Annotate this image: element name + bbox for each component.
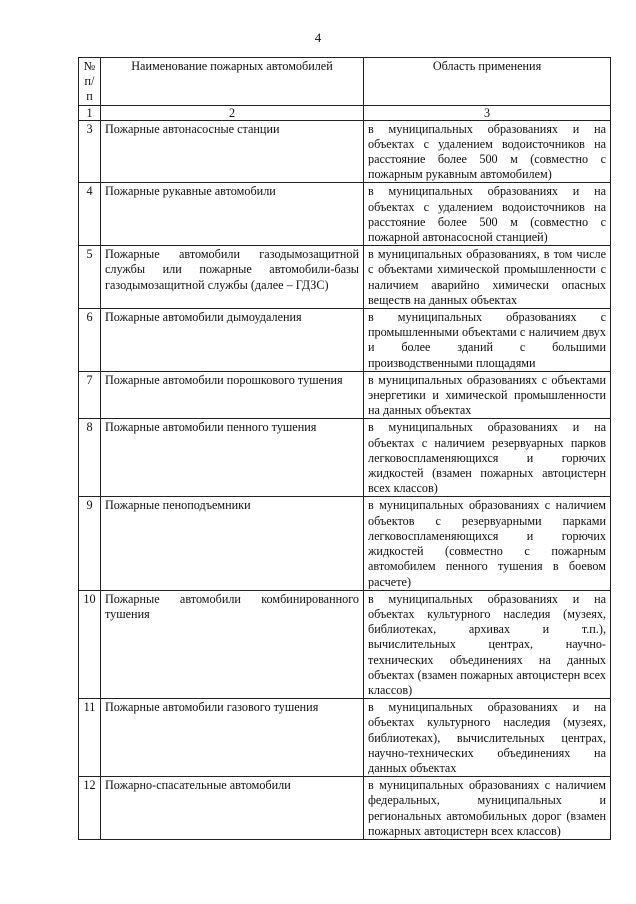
vehicle-name: Пожарные автомобили дымоудаления (101, 309, 364, 372)
table-row (79, 120, 611, 183)
column-number: 2 (101, 105, 364, 120)
column-numbers-row (79, 105, 611, 120)
application-area: в муниципальных образованиях с наличием объектов с резервуарными парками легковоспламеняющихся и горючих жидкостей (совместно с пожарным автомобилем пенного тушения в боевом расчете) (364, 497, 611, 590)
row-number: 6 (79, 309, 101, 372)
table-header-row (79, 58, 611, 106)
table-row (79, 309, 611, 372)
vehicle-name: Пожарные автомобили порошкового тушения (101, 371, 364, 419)
vehicle-name: Пожарные автонасосные станции (101, 120, 364, 183)
application-area: в муниципальных образованиях с промышленными объектами с наличием двух и более зданий с большими производственными площадями (364, 309, 611, 372)
table-row (79, 246, 611, 309)
vehicle-name: Пожарные автомобили газового тушения (101, 699, 364, 777)
table-row (79, 371, 611, 419)
row-number: 12 (79, 777, 101, 840)
column-number: 1 (79, 105, 101, 120)
application-area: в муниципальных образованиях и на объектах с удалением водоисточников на расстояние более 500 м (совместно с пожарным рукавным автомобилем) (364, 120, 611, 183)
application-area: в муниципальных образованиях, в том числе с объектами химической промышленности с наличием аварийно химически опасных веществ на данных объектах (364, 246, 611, 309)
row-number: 5 (79, 246, 101, 309)
row-number: 7 (79, 371, 101, 419)
row-number: 9 (79, 497, 101, 590)
row-number: 3 (79, 120, 101, 183)
table-row (79, 590, 611, 698)
application-area: в муниципальных образованиях и на объектах культурного наследия (музеях, библиотеках), вычислительных центрах, научно-технических объединениях на данных объектах (364, 699, 611, 777)
application-area: в муниципальных образованиях с наличием федеральных, муниципальных и региональных автомобильных дорог (взамен пожарных автоцистерн всех классов) (364, 777, 611, 840)
vehicle-name: Пожарные автомобили комбинированного тушения (101, 590, 364, 698)
application-area: в муниципальных образованиях с объектами энергетики и химической промышленности на данных объектах (364, 371, 611, 419)
row-number: 8 (79, 419, 101, 497)
vehicle-name: Пожарно-спасательные автомобили (101, 777, 364, 840)
row-number: 11 (79, 699, 101, 777)
application-area: в муниципальных образованиях и на объектах с наличием резервуарных парков легковоспламеняющихся и горючих жидкостей (взамен пожарных автоцистерн всех классов) (364, 419, 611, 497)
table-row (79, 699, 611, 777)
table-row (79, 419, 611, 497)
vehicles-table (78, 57, 611, 840)
vehicle-name: Пожарные рукавные автомобили (101, 183, 364, 246)
row-number: 10 (79, 590, 101, 698)
vehicle-name: Пожарные автомобили газодымозащитной службы или пожарные автомобили-базы газодымозащитной службы (далее – ГДЗС) (101, 246, 364, 309)
header-number: № п/п (79, 58, 101, 106)
table-row (79, 497, 611, 590)
header-application-area: Область применения (364, 58, 611, 106)
column-number: 3 (364, 105, 611, 120)
page-number: 4 (314, 30, 322, 45)
vehicle-name: Пожарные автомобили пенного тушения (101, 419, 364, 497)
table-row (79, 777, 611, 840)
application-area: в муниципальных образованиях и на объектах с удалением водоисточников на расстояние более 500 м (совместно с пожарной автонасосной станцией) (364, 183, 611, 246)
table-row (79, 183, 611, 246)
vehicle-name: Пожарные пеноподъемники (101, 497, 364, 590)
row-number: 4 (79, 183, 101, 246)
application-area: в муниципальных образованиях и на объектах культурного наследия (музеях, библиотеках, архивах и т.п.), вычислительных центрах, научно-технических объединениях на данных объектах (взамен пожарных автоцистерн всех классов) (364, 590, 611, 698)
header-vehicle-name: Наименование пожарных автомобилей (101, 58, 364, 106)
